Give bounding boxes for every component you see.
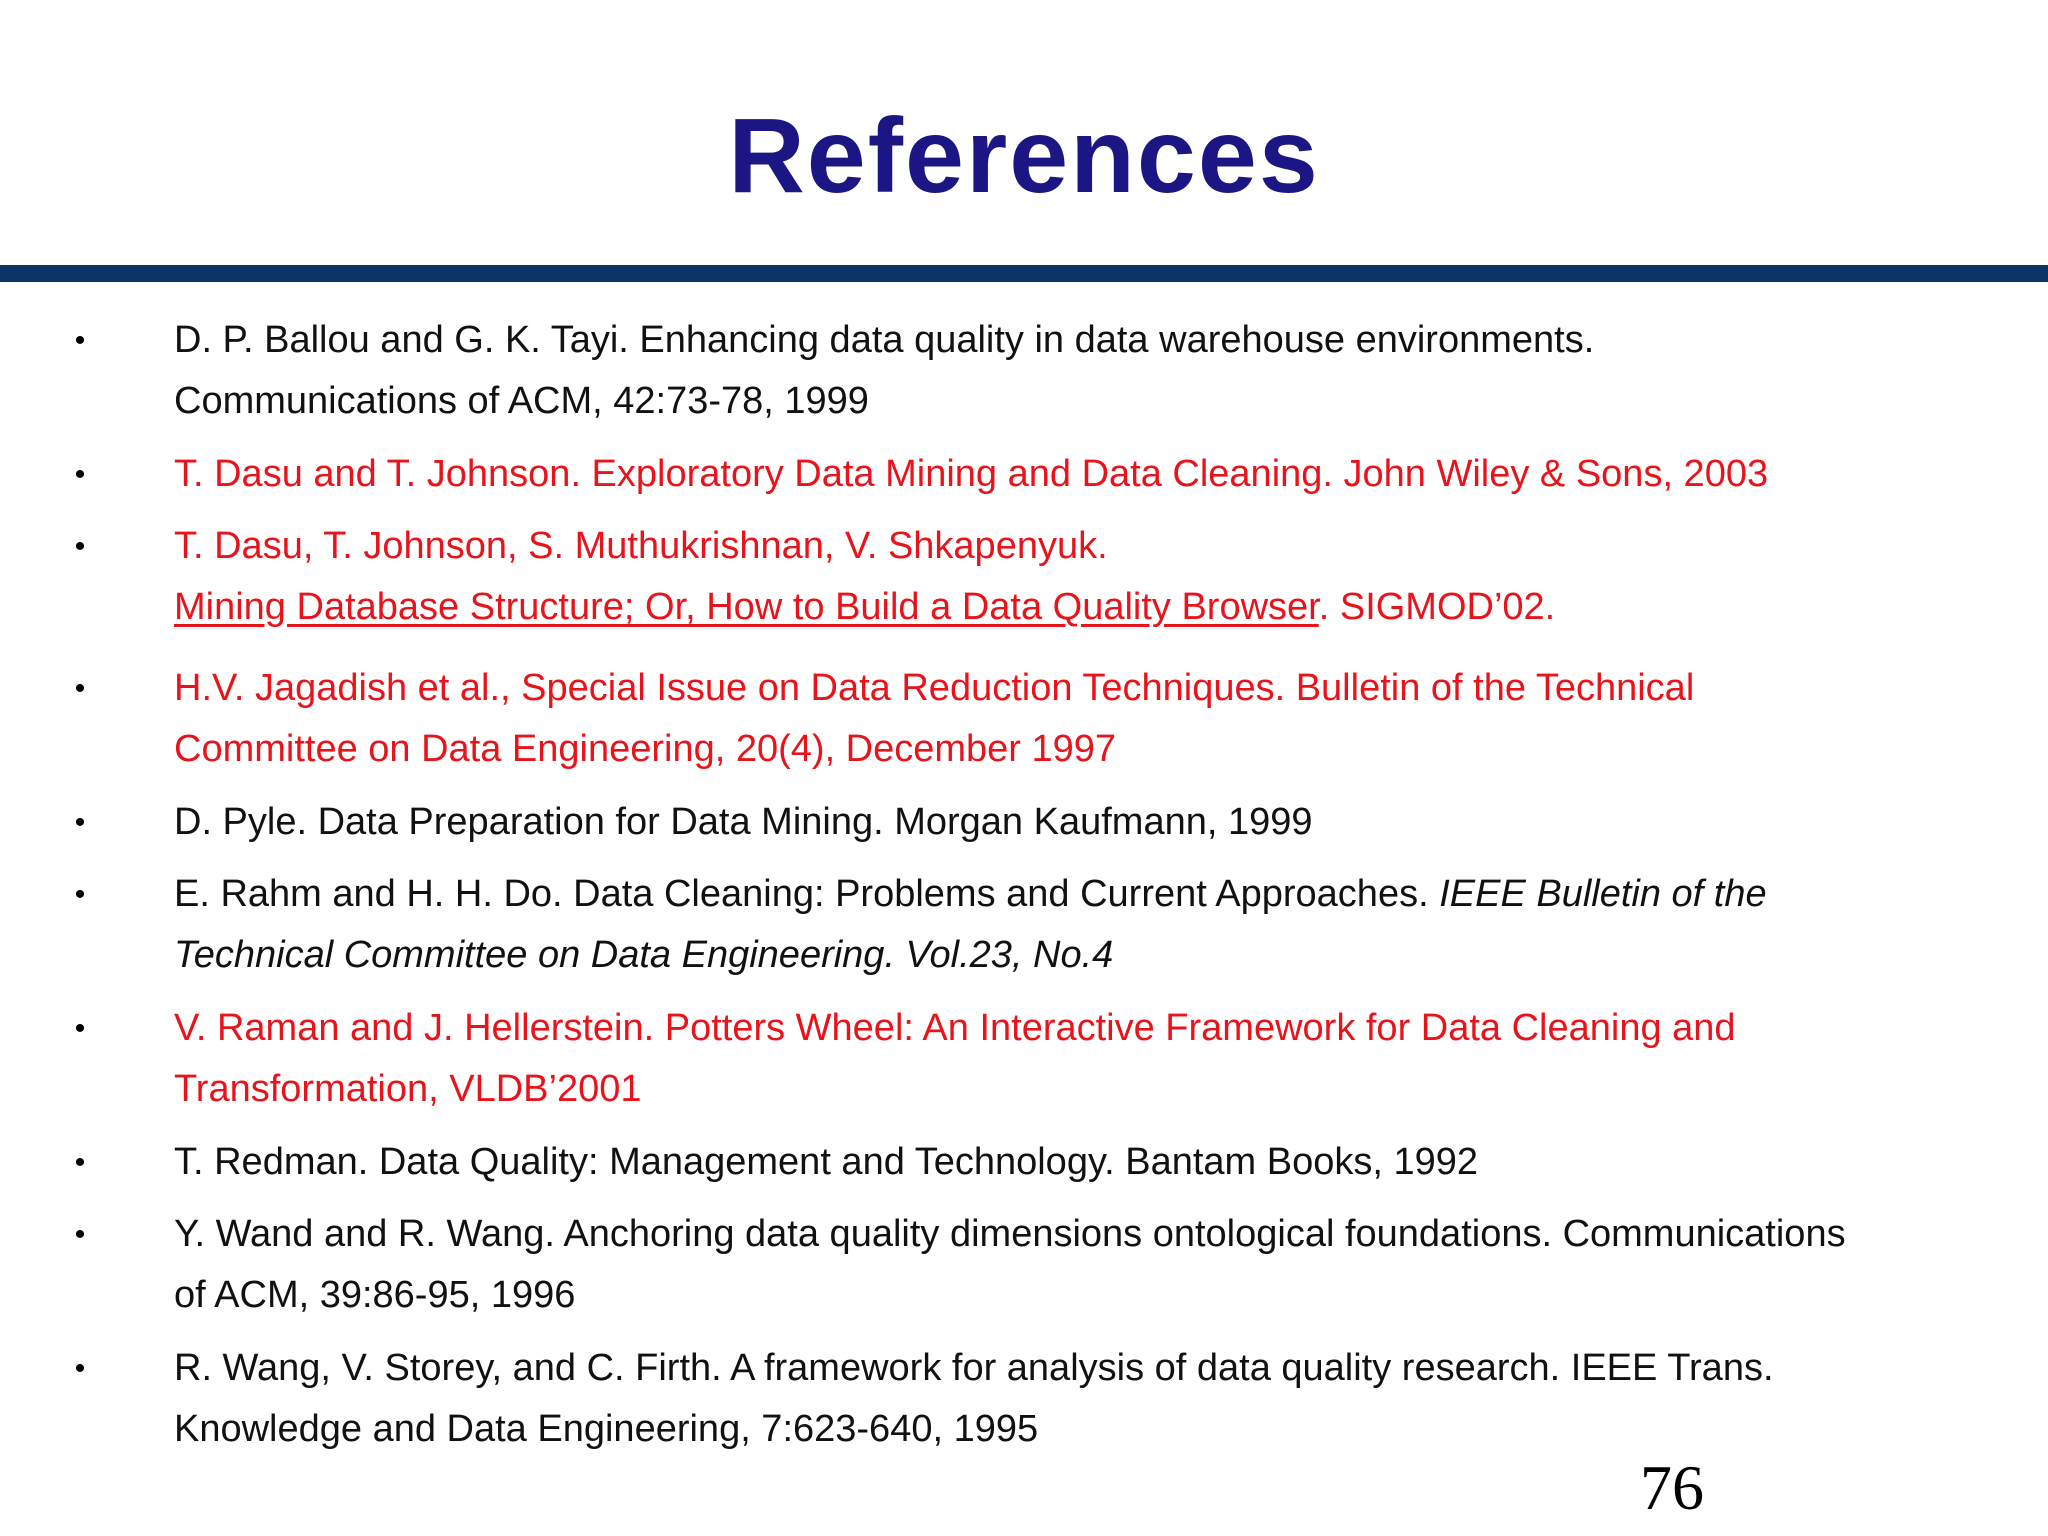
reference-line [174, 577, 1964, 638]
reference-line: T. Dasu, T. Johnson, S. Muthukrishnan, V. Shkapenyuk. [174, 525, 1108, 567]
bullet-icon: • [74, 1352, 86, 1385]
reference-line: Communications of ACM, 42:73-78, 1999 [174, 380, 869, 422]
reference-text [174, 864, 1964, 986]
bullet-icon: • [74, 1218, 86, 1251]
reference-text [174, 444, 1964, 505]
reference-line: Transformation, VLDB’2001 [174, 1068, 642, 1110]
reference-line [174, 864, 1964, 925]
bullet-icon: • [74, 458, 86, 491]
reference-text [174, 1132, 1964, 1193]
reference-authors-title: E. Rahm and H. H. Do. Data Cleaning: Problems and Current Approaches. [174, 873, 1440, 915]
reference-text [174, 998, 1964, 1120]
reference-line: V. Raman and J. Hellerstein. Potters Wheel: An Interactive Framework for Data Cleaning and [174, 1007, 1736, 1049]
reference-line: of ACM, 39:86-95, 1996 [174, 1274, 576, 1316]
reference-line: Knowledge and Data Engineering, 7:623-640, 1995 [174, 1408, 1039, 1450]
reference-line: H.V. Jagadish et al., Special Issue on Data Reduction Techniques. Bulletin of the Technical [174, 667, 1695, 709]
bullet-icon: • [74, 878, 86, 911]
reference-venue: . SIGMOD’02. [1318, 586, 1556, 628]
reference-line: R. Wang, V. Storey, and C. Firth. A framework for analysis of data quality research. IEEE Trans. [174, 1347, 1774, 1389]
bullet-icon: • [74, 1146, 86, 1179]
reference-journal-line: Technical Committee on Data Engineering. Vol.23, No.4 [174, 934, 1114, 976]
reference-text [174, 1204, 1964, 1326]
reference-text [174, 516, 1964, 638]
reference-link[interactable]: Mining Database Structure; Or, How to Build a Data Quality Browser [174, 586, 1319, 628]
reference-line: T. Redman. Data Quality: Management and Technology. Bantam Books, 1992 [174, 1141, 1479, 1183]
bullet-icon: • [74, 530, 86, 563]
bullet-icon: • [74, 324, 86, 357]
reference-line: Committee on Data Engineering, 20(4), December 1997 [174, 728, 1117, 770]
reference-line: T. Dasu and T. Johnson. Exploratory Data Mining and Data Cleaning. John Wiley & Sons, 2003 [174, 453, 1769, 495]
reference-text [174, 1338, 1964, 1460]
title-divider [0, 265, 2048, 282]
bullet-icon: • [74, 806, 86, 839]
reference-line: Y. Wand and R. Wang. Anchoring data quality dimensions ontological foundations. Communications [174, 1213, 1846, 1255]
page-number: 76 [1640, 1452, 1704, 1523]
page-title: References [728, 97, 1320, 215]
reference-line: D. P. Ballou and G. K. Tayi. Enhancing data quality in data warehouse environments. [174, 319, 1595, 361]
reference-line: D. Pyle. Data Preparation for Data Mining. Morgan Kaufmann, 1999 [174, 801, 1313, 843]
reference-text [174, 792, 1964, 853]
reference-text [174, 658, 1964, 780]
bullet-icon: • [74, 672, 86, 705]
reference-text [174, 310, 1964, 432]
reference-journal: IEEE Bulletin of the [1439, 873, 1767, 915]
bullet-icon: • [74, 1012, 86, 1045]
